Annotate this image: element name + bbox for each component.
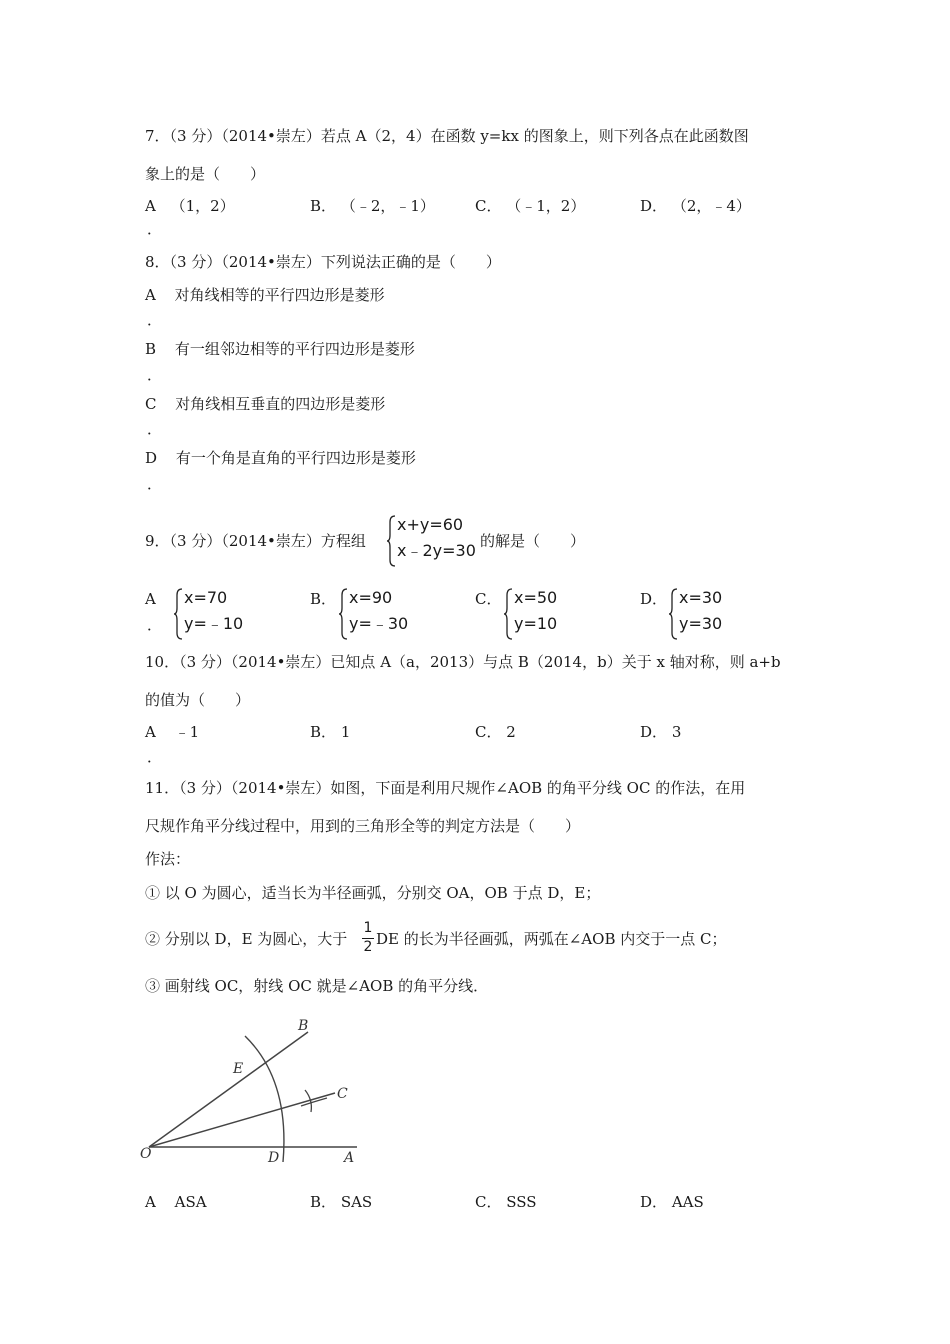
option-eq2: y=﹣10	[184, 614, 244, 633]
q7-option-c[interactable]	[475, 196, 585, 216]
option-eq2: y=10	[514, 614, 558, 633]
q9-option-b[interactable]	[338, 588, 428, 640]
option-letter: C．	[475, 723, 502, 741]
arc-de	[245, 1036, 284, 1162]
option-dot: ．	[147, 366, 163, 384]
left-brace-icon	[503, 588, 513, 640]
q11-step-3: ③ 画射线 OC，射线 OC 就是∠AOB 的角平分线．	[145, 977, 489, 995]
option-dot: ．	[147, 311, 163, 329]
q11-step-2-suffix: DE 的长为半径画弧，两弧在∠AOB 内交于一点 C；	[376, 930, 727, 948]
q9-option-c[interactable]	[503, 588, 593, 640]
q11-step-1: ① 以 O 为圆心，适当长为半径画弧，分别交 OA，OB 于点 D，E；	[145, 884, 601, 902]
q9-equation-system	[386, 515, 476, 567]
option-dot: ．	[147, 220, 163, 238]
option-text: （﹣1，2）	[506, 197, 586, 215]
q9-option-d[interactable]	[668, 588, 758, 640]
option-letter: A	[145, 286, 156, 304]
q9-option-a[interactable]	[173, 588, 263, 640]
option-letter: B．	[310, 197, 337, 215]
option-eq1: x=30	[679, 588, 723, 607]
q8-stem: 8．（3 分）（2014•崇左）下列说法正确的是（ ）	[145, 253, 501, 271]
q7-option-a[interactable]	[145, 196, 235, 216]
q8-option-d[interactable]	[145, 448, 416, 468]
option-text: 2	[506, 723, 516, 741]
left-brace-icon	[173, 588, 183, 640]
label-b: B	[298, 1018, 309, 1034]
label-e: E	[233, 1061, 244, 1077]
option-text: 对角线相互垂直的四边形是菱形	[175, 395, 386, 413]
q10-stem-line1: 10．（3 分）（2014•崇左）已知点 A（a，2013）与点 B（2014，b）关于 x 轴对称，则 a+b	[145, 653, 781, 671]
option-eq2: y=30	[679, 614, 723, 633]
option-eq1: x=70	[184, 588, 228, 607]
label-a: A	[344, 1150, 355, 1166]
q11-method-heading: 作法：	[145, 850, 191, 868]
left-brace-icon	[668, 588, 678, 640]
option-text: 1	[340, 723, 351, 741]
option-letter: D．	[640, 590, 668, 608]
option-text: 对角线相等的平行四边形是菱形	[174, 286, 385, 304]
q9-stem-suffix: 的解是（ ）	[480, 532, 586, 550]
q7-stem-line2: 象上的是（ ）	[145, 165, 266, 183]
angle-bisector-figure	[135, 1010, 375, 1170]
q11-option-a[interactable]	[145, 1192, 207, 1212]
option-letter: B．	[310, 723, 337, 741]
option-letter: C．	[475, 197, 502, 215]
q8-option-c[interactable]	[145, 394, 385, 414]
q11-option-d[interactable]	[640, 1192, 704, 1212]
option-text: AAS	[671, 1193, 704, 1211]
fraction-denominator: 2	[363, 939, 373, 955]
q10-option-a[interactable]	[145, 722, 199, 742]
option-text: ASA	[174, 1193, 207, 1211]
option-text: ﹣1	[174, 723, 200, 741]
q8-option-a[interactable]	[145, 285, 385, 305]
label-c: C	[337, 1086, 348, 1102]
left-brace-icon	[338, 588, 348, 640]
option-letter: D．	[640, 723, 668, 741]
option-eq2: y=﹣30	[349, 614, 409, 633]
option-letter: B．	[310, 590, 337, 608]
option-text: SAS	[340, 1193, 373, 1211]
option-dot: ．	[147, 748, 163, 766]
label-o: O	[140, 1146, 152, 1162]
q11-stem-line1: 11．（3 分）（2014•崇左）如图，下面是利用尺规作∠AOB 的角平分线 OC 的作法，在用	[145, 779, 746, 797]
option-text: 3	[671, 723, 682, 741]
q11-stem-line2: 尺规作角平分线过程中，用到的三角形全等的判定方法是（ ）	[145, 817, 581, 835]
option-eq1: x=90	[349, 588, 393, 607]
ray-oc	[149, 1093, 335, 1147]
option-letter: C．	[475, 1193, 502, 1211]
left-brace-icon	[386, 515, 396, 567]
option-text: （1，2）	[170, 197, 235, 215]
option-dot: ．	[147, 616, 163, 634]
option-letter: B．	[310, 1193, 337, 1211]
q7-stem-line1: 7．（3 分）（2014•崇左）若点 A（2，4）在函数 y=kx 的图象上，则下列各点在此函数图	[145, 127, 749, 145]
option-letter: C．	[475, 590, 502, 608]
q10-stem-line2: 的值为（ ）	[145, 691, 251, 709]
one-half-fraction	[362, 920, 374, 956]
label-d: D	[268, 1150, 280, 1166]
option-text: 有一组邻边相等的平行四边形是菱形	[174, 340, 415, 358]
option-dot: ．	[147, 475, 163, 493]
option-text: 有一个角是直角的平行四边形是菱形	[175, 449, 416, 467]
q10-option-c[interactable]	[475, 722, 516, 742]
q10-option-b[interactable]	[310, 722, 350, 742]
q11-option-b[interactable]	[310, 1192, 372, 1212]
option-letter: D．	[640, 1193, 668, 1211]
option-letter: A	[145, 197, 156, 215]
q11-option-c[interactable]	[475, 1192, 537, 1212]
q7-option-d[interactable]	[640, 196, 751, 216]
q11-step-2-prefix: ② 分别以 D，E 为圆心，大于	[145, 930, 348, 948]
q10-option-d[interactable]	[640, 722, 681, 742]
option-letter: A	[145, 590, 156, 608]
option-text: （﹣2，﹣1）	[340, 197, 435, 215]
option-letter: D．	[640, 197, 668, 215]
option-letter: A	[145, 1193, 156, 1211]
system-equation-1: x+y=60	[397, 515, 464, 534]
option-text: SSS	[506, 1193, 537, 1211]
option-letter: A	[145, 723, 156, 741]
q7-option-b[interactable]	[310, 196, 435, 216]
fraction-numerator: 1	[363, 920, 373, 936]
system-equation-2: x﹣2y=30	[397, 541, 476, 560]
option-dot: ．	[147, 420, 163, 438]
q8-option-b[interactable]	[145, 339, 415, 359]
option-letter: B	[145, 340, 157, 358]
option-eq1: x=50	[514, 588, 558, 607]
option-letter: C	[145, 395, 157, 413]
option-text: （2，﹣4）	[671, 197, 751, 215]
q9-stem-prefix: 9．（3 分）（2014•崇左）方程组	[145, 532, 366, 550]
option-letter: D	[145, 449, 158, 467]
